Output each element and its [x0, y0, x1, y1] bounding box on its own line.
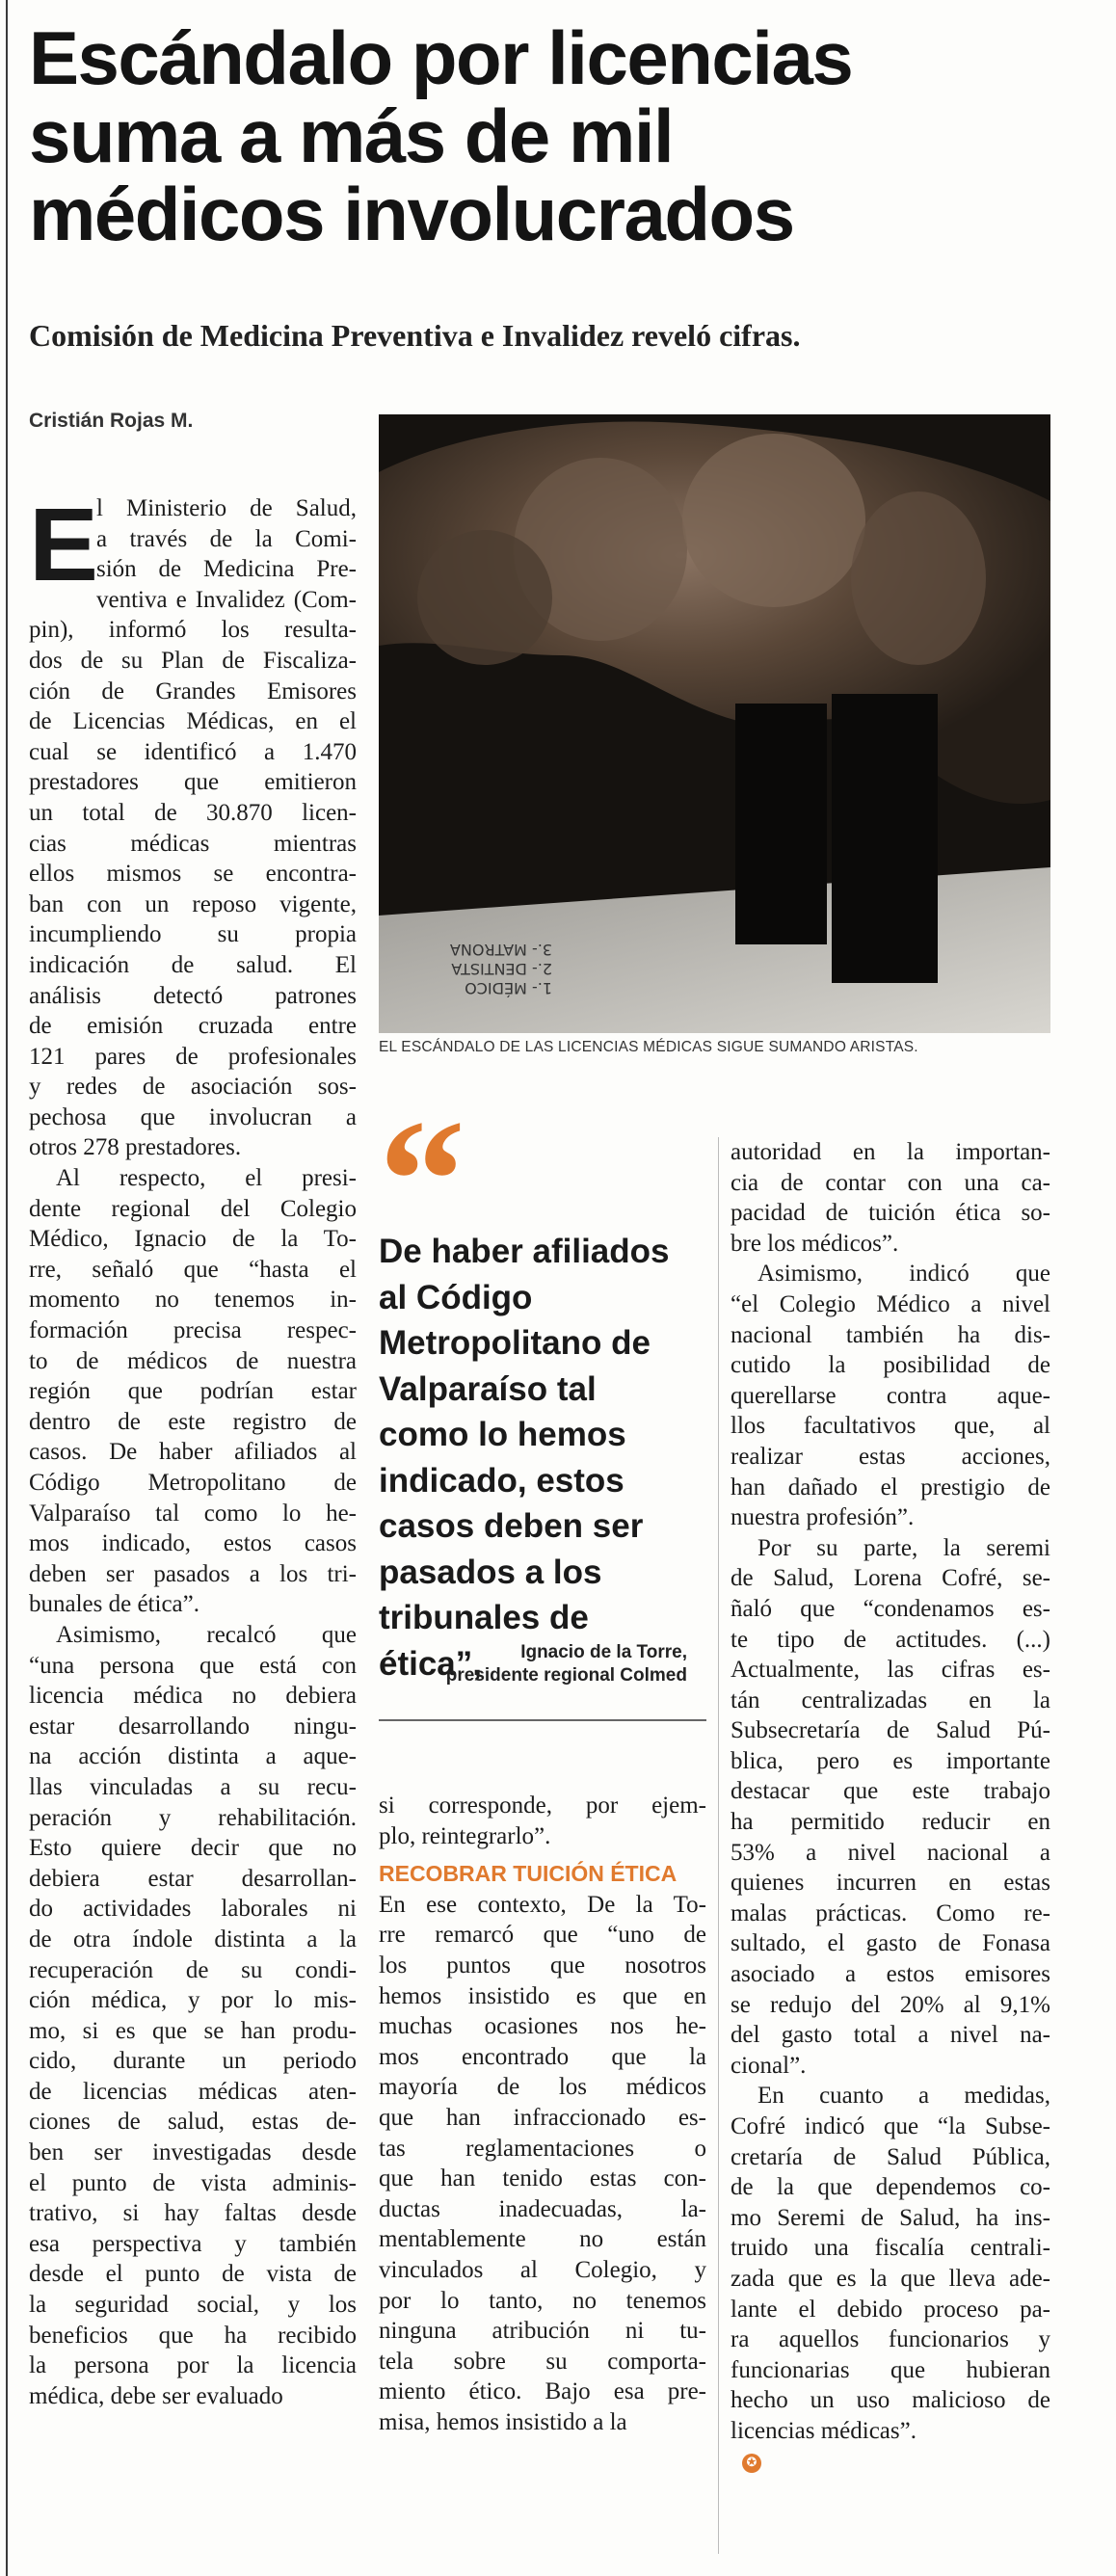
pull-quote-line: Metropolitano de — [379, 1324, 651, 1362]
pull-quote-line: pasados a los — [379, 1553, 602, 1591]
text-line: truido una fiscalía centrali- — [731, 2235, 1050, 2262]
headline-line: suma a más de mil — [29, 93, 674, 178]
text-line: el punto de vista adminis- — [29, 2169, 357, 2196]
byline: Cristián Rojas M. — [29, 410, 194, 432]
pull-quote-line: indicado, estos — [379, 1461, 624, 1500]
column-divider — [718, 1137, 719, 2554]
pull-quote-line: tribunales de — [379, 1599, 589, 1636]
text-line: y redes de asociación sos- — [29, 1074, 357, 1101]
text-line: miento ético. Bajo esa pre- — [379, 2378, 706, 2405]
text-line: momento no tenemos in- — [29, 1287, 357, 1314]
text-line: la persona por la licencia — [29, 2352, 357, 2379]
subheadline: Comisión de Medicina Preventiva e Invalidez reveló cifras. — [29, 318, 801, 353]
text-line: rre remarcó que “uno de — [379, 1922, 706, 1949]
text-line: médica, debe ser evaluado — [29, 2382, 283, 2409]
text-line: tán centralizadas en la — [731, 1686, 1050, 1713]
text-line: nacional también ha dis- — [731, 1321, 1050, 1348]
text-line: vinculados al Colegio, y — [379, 2256, 706, 2283]
drop-cap: E — [29, 486, 99, 602]
body-paragraph — [731, 2081, 1050, 2477]
text-line: ban con un reposo vigente, — [29, 890, 357, 917]
paragraph-lines — [29, 1163, 357, 1620]
text-line: funcionarias que hubieran — [731, 2356, 1050, 2383]
text-line: blica, pero es importante — [731, 1747, 1050, 1774]
paragraph-lines — [731, 1259, 1050, 1532]
text-line: han dañado el prestigio de — [731, 1474, 1050, 1500]
text-line: casos. De haber afiliados al — [29, 1439, 357, 1466]
photo-hand-stamp-image — [379, 414, 1050, 1033]
text-line: bunales de ética”. — [29, 1591, 199, 1618]
text-line: sultado, el gasto de Fonasa — [731, 1930, 1050, 1957]
text-line: que han tenido estas con- — [379, 2165, 706, 2192]
text-line: Al respecto, el presi- — [56, 1165, 357, 1192]
photo-caption: EL ESCÁNDALO DE LAS LICENCIAS MÉDICAS SIGUE SUMANDO ARISTAS. — [379, 1039, 918, 1055]
text-line: l Ministerio de Salud, — [96, 495, 357, 521]
text-line: trativo, si hay faltas desde — [29, 2200, 357, 2227]
text-line: misa, hemos insistido a la — [379, 2408, 627, 2435]
text-line: desde el punto de vista de — [29, 2261, 357, 2288]
paragraph-lines — [379, 1890, 706, 2438]
headline — [29, 15, 1099, 256]
attribution-line: Ignacio de la Torre, — [520, 1642, 687, 1662]
body-paragraph — [29, 1163, 357, 1620]
text-line: cido, durante un periodo — [29, 2048, 357, 2075]
text-line: prestadores que emitieron — [29, 769, 357, 796]
article-column-2 — [379, 1791, 706, 2437]
text-line: Asimismo, recalcó que — [56, 1621, 357, 1648]
text-line: ventiva e Invalidez (Com- — [96, 586, 357, 613]
body-paragraph — [731, 1137, 1050, 1259]
text-line: recuperación de su condi- — [29, 1956, 357, 1983]
text-line: cia de contar con una ca- — [731, 1169, 1050, 1196]
text-line: “una persona que está con — [29, 1652, 357, 1679]
text-line: cual se identificó a 1.470 — [29, 738, 357, 765]
paragraph-lines — [731, 1137, 1050, 1259]
pull-quote-line: De haber afiliados — [379, 1233, 670, 1270]
text-line: te tipo de actitudes. (...) — [731, 1626, 1050, 1653]
text-line: Esto quiere decir que no — [29, 1835, 357, 1862]
text-line: pechosa que involucran a — [29, 1103, 357, 1130]
text-line: mo Seremi de Salud, ha ins- — [731, 2204, 1050, 2231]
body-paragraph — [379, 1890, 706, 2438]
text-line: ha permitido reducir en — [731, 1809, 1050, 1836]
text-line: por lo tanto, no tenemos — [379, 2287, 706, 2314]
text-line: cias médicas mientras — [29, 830, 357, 857]
text-line: la seguridad social, y los — [29, 2292, 357, 2319]
text-line: sión de Medicina Pre- — [96, 556, 357, 583]
text-line: ductas inadecuadas, la- — [379, 2195, 706, 2222]
text-line: cional”. — [731, 2052, 807, 2079]
pull-quote-line: Valparaíso tal — [379, 1369, 597, 1408]
text-line: Actualmente, las cifras es- — [731, 1657, 1050, 1684]
quote-mark-icon: “ — [379, 1084, 465, 1276]
article-column-3 — [731, 1137, 1050, 2477]
text-line: los puntos que nosotros — [379, 1952, 706, 1978]
text-line: tas reglamentaciones o — [379, 2135, 706, 2162]
text-line: dos de su Plan de Fiscaliza- — [29, 647, 357, 674]
end-of-article-icon: ✪ — [742, 2454, 761, 2473]
pull-quote-divider — [379, 1719, 706, 1721]
text-line: región que podrían estar — [29, 1378, 357, 1405]
text-line: na acción distinta a aque- — [29, 1743, 357, 1770]
body-paragraph — [379, 1791, 706, 1851]
text-line: beneficios que ha recibido — [29, 2322, 357, 2349]
text-line: cutido la posibilidad de — [731, 1352, 1050, 1379]
text-line: dentro de este registro de — [29, 1408, 357, 1435]
text-line: nuestra profesión”. — [731, 1504, 915, 1531]
body-paragraph — [731, 1259, 1050, 1532]
pull-quote-line: casos deben ser — [379, 1507, 644, 1545]
text-line: mayoría de los médicos — [379, 2074, 706, 2101]
text-line: do actividades laborales ni — [29, 1896, 357, 1923]
text-line: ción de Grandes Emisores — [29, 677, 357, 704]
paragraph-lines — [731, 1533, 1050, 2082]
text-line: se redujo del 20% al 9,1% — [731, 1991, 1050, 2018]
text-line: Cofré indicó que “la Subse- — [731, 2113, 1050, 2139]
text-line: to de médicos de nuestra — [29, 1347, 357, 1374]
paragraph-lines — [29, 1620, 357, 2411]
pull-quote — [379, 1229, 706, 1686]
text-line: ninguna atribución ni tu- — [379, 2318, 706, 2345]
page-side-rule — [6, 0, 8, 2576]
text-line: de la que dependemos co- — [731, 2174, 1050, 2201]
text-line: autoridad en la importan- — [731, 1139, 1050, 1165]
text-line: asociado a estos emisores — [731, 1961, 1050, 1988]
text-line: Asimismo, indicó que — [757, 1261, 1050, 1288]
text-line: indicación de salud. El — [29, 951, 357, 978]
text-line: deben ser pasados a los tri- — [29, 1560, 357, 1587]
text-line: debiera estar desarrollan- — [29, 1865, 357, 1892]
text-line: bre los médicos”. — [731, 1230, 899, 1257]
pull-quote-line: al Código — [379, 1278, 533, 1316]
text-line: mentablemente no están — [379, 2226, 706, 2253]
text-line: estar desarrollando ningu- — [29, 1713, 357, 1739]
section-heading: RECOBRAR TUICIÓN ÉTICA — [379, 1861, 678, 1887]
text-line: de Salud, Lorena Cofré, se- — [731, 1565, 1050, 1592]
text-line: 53% a nivel nacional a — [731, 1839, 1050, 1866]
text-line: a través de la Comi- — [96, 525, 357, 552]
text-line: malas prácticas. Como re- — [731, 1899, 1050, 1926]
text-line: realizar estas acciones, — [731, 1443, 1050, 1470]
text-line: Código Metropolitano de — [29, 1470, 357, 1496]
article-photo — [379, 414, 1050, 1033]
text-line: Médico, Ignacio de la To- — [29, 1226, 357, 1253]
text-line: En cuanto a medidas, — [757, 2083, 1050, 2110]
text-line: mos indicado, estos casos — [29, 1530, 357, 1557]
text-line: de otra índole distinta a la — [29, 1925, 357, 1952]
text-line: ben ser investigadas desde — [29, 2139, 357, 2166]
text-line: que han infraccionado es- — [379, 2104, 706, 2131]
text-line: licencia médica no debiera — [29, 1683, 357, 1710]
stamp-text: 1.- MÉDICO — [465, 979, 552, 997]
text-line: plo, reintegrarlo”. — [379, 1822, 551, 1849]
text-line: esa perspectiva y también — [29, 2230, 357, 2257]
text-line: dente regional del Colegio — [29, 1195, 357, 1222]
text-line: hecho un uso malicioso de — [731, 2387, 1050, 2414]
body-paragraph — [731, 1533, 1050, 2082]
text-line: rre, señaló que “hasta el — [29, 1256, 357, 1283]
pull-quote-attribution — [379, 1641, 687, 1687]
body-paragraph — [29, 486, 357, 1163]
text-line: llos facultativos que, al — [731, 1413, 1050, 1440]
text-line: zada que es la que lleva ade- — [731, 2265, 1050, 2292]
text-line: del gasto total a nivel na- — [731, 2022, 1050, 2049]
headline-line: Escándalo por licencias — [29, 15, 853, 100]
text-line: cretaría de Salud Pública, — [731, 2143, 1050, 2170]
text-line: Por su parte, la seremi — [757, 1534, 1050, 1561]
text-line: En ese contexto, De la To- — [379, 1891, 706, 1918]
text-line: mo, si es que se han produ- — [29, 2017, 357, 2044]
text-line: ñaló que “condenamos es- — [731, 1595, 1050, 1622]
text-line: de licencias médicas aten- — [29, 2078, 357, 2105]
text-line: si corresponde, por ejem- — [379, 1793, 706, 1819]
text-line: análisis detectó patrones — [29, 982, 357, 1009]
stamp-text: 2.- DENTISTA — [451, 960, 552, 978]
text-line: peración y rehabilitación. — [29, 1804, 357, 1831]
paragraph-lines — [379, 1791, 706, 1851]
text-line: destacar que este trabajo — [731, 1778, 1050, 1805]
text-line: quienes incurren en estas — [731, 1870, 1050, 1897]
text-line: de Licencias Médicas, en el — [29, 708, 357, 735]
text-line: llas vinculadas a su recu- — [29, 1773, 357, 1800]
body-paragraph — [29, 1620, 357, 2411]
text-line: incumpliendo su propia — [29, 921, 357, 948]
headline-line: médicos involucrados — [29, 172, 794, 256]
text-line: ción médica, y por lo mis- — [29, 1987, 357, 2014]
text-line: formación precisa respec- — [29, 1317, 357, 1344]
text-line: pacidad de tuición ética so- — [731, 1200, 1050, 1227]
text-line: ra aquellos funcionarios y — [731, 2326, 1050, 2353]
text-line: “el Colegio Médico a nivel — [731, 1290, 1050, 1317]
attribution-line: presidente regional Colmed — [445, 1665, 687, 1686]
text-line: Subsecretaría de Salud Pú- — [731, 1717, 1050, 1744]
text-line: tela sobre su comporta- — [379, 2348, 706, 2375]
text-line: ellos mismos se encontra- — [29, 861, 357, 888]
text-line: licencias médicas”. — [731, 2417, 917, 2444]
stamp-text: 3.- MATRONA — [449, 941, 552, 959]
text-line: de emisión cruzada entre — [29, 1013, 357, 1040]
text-line: pin), informó los resulta- — [29, 617, 357, 644]
text-line: querellarse contra aque- — [731, 1382, 1050, 1409]
text-line: un total de 30.870 licen- — [29, 799, 357, 826]
article-column-1 — [29, 486, 357, 2411]
paragraph-lines — [731, 2081, 1050, 2446]
text-line: 121 pares de profesionales — [29, 1043, 357, 1070]
text-line: muchas ocasiones nos he- — [379, 2013, 706, 2040]
text-line: Valparaíso tal como lo he- — [29, 1500, 357, 1527]
pull-quote-line: como lo hemos — [379, 1416, 626, 1453]
pull-quote-line: ética”, — [379, 1644, 482, 1683]
text-line: lante el debido proceso pa- — [731, 2296, 1050, 2323]
text-line: mos encontrado que la — [379, 2043, 706, 2070]
text-line: otros 278 prestadores. — [29, 1134, 242, 1161]
text-line: ciones de salud, estas de- — [29, 2109, 357, 2136]
text-line: hemos insistido es que en — [379, 1982, 706, 2009]
